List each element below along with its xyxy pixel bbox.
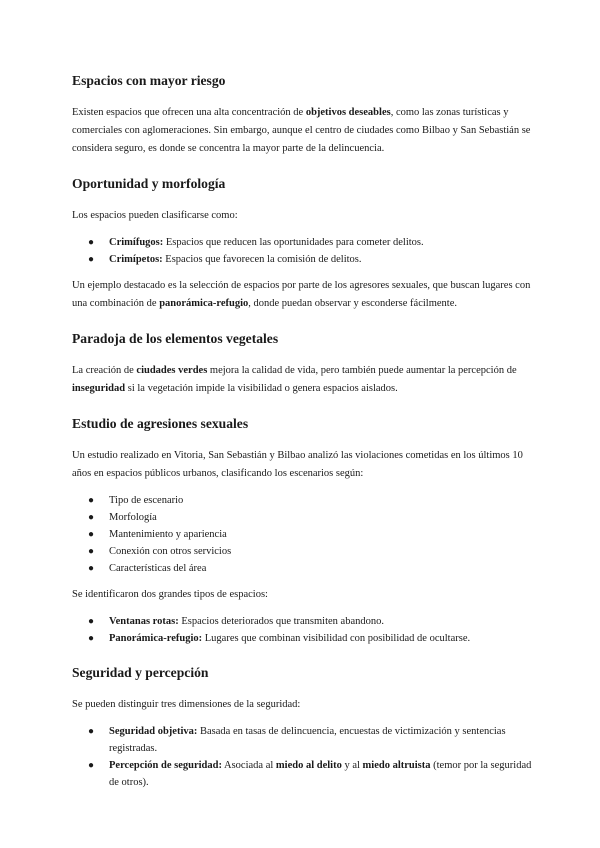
document-content — [72, 72, 532, 791]
list-dimensiones — [72, 723, 532, 791]
bullet-icon: ● — [88, 760, 95, 771]
bullet-icon: ● — [88, 546, 95, 557]
list-escenarios — [72, 492, 532, 577]
list-item: ● Tipo de escenario — [72, 492, 532, 509]
list-item: ● Seguridad objetiva: Basada en tasas de delincuencia, encuestas de victimización y sentencias registradas. — [72, 723, 532, 757]
bullet-icon: ● — [88, 237, 95, 248]
heading-espacios-riesgo: Espacios con mayor riesgo — [72, 73, 226, 88]
list-item: ● Conexión con otros servicios — [72, 543, 532, 560]
list-item: ● Panorámica-refugio: Lugares que combinan visibilidad con posibilidad de ocultarse. — [72, 630, 532, 647]
list-item: ● Mantenimiento y apariencia — [72, 526, 532, 543]
list-crimifugos-crimipetos — [72, 234, 532, 268]
paragraph-estudio-intro: Un estudio realizado en Vitoria, San Sebastián y Bilbao analizó las violaciones cometidas en los últimos 10 años en espacios públicos urbanos, clasificando los escenarios según: — [72, 450, 523, 479]
bullet-icon: ● — [88, 616, 95, 627]
bullet-icon: ● — [88, 495, 95, 506]
heading-seguridad-percepcion: Seguridad y percepción — [72, 665, 209, 680]
paragraph-intro-clasificacion: Los espacios pueden clasificarse como: — [72, 210, 238, 221]
bullet-icon: ● — [88, 512, 95, 523]
list-item: ● Percepción de seguridad: Asociada al miedo al delito y al miedo altruista (temor por la seguridad de otros). — [72, 757, 532, 791]
paragraph-tipos-espacios: Se identificaron dos grandes tipos de espacios: — [72, 589, 268, 600]
heading-paradoja-vegetales: Paradoja de los elementos vegetales — [72, 331, 279, 346]
bullet-icon: ● — [88, 563, 95, 574]
paragraph-panoramica-refugio: Un ejemplo destacado es la selección de espacios por parte de los agresores sexuales, que buscan lugares con una combinación de panorámica-refugio, donde puedan observar y esconderse fácilmente. — [72, 280, 531, 309]
list-item: ● Morfología — [72, 509, 532, 526]
bullet-icon: ● — [88, 726, 95, 737]
list-item: ● Ventanas rotas: Espacios deteriorados que transmiten abandono. — [72, 613, 532, 630]
paragraph-ciudades-verdes: La creación de ciudades verdes mejora la calidad de vida, pero también puede aumentar la percepción de inseguridad si la vegetación impide la visibilidad o genera espacios aislados. — [72, 365, 517, 394]
heading-oportunidad-morfologia: Oportunidad y morfología — [72, 176, 226, 191]
paragraph-dimensiones-seguridad: Se pueden distinguir tres dimensiones de la seguridad: — [72, 699, 301, 710]
bullet-icon: ● — [88, 254, 95, 265]
bullet-icon: ● — [88, 529, 95, 540]
bullet-icon: ● — [88, 633, 95, 644]
heading-estudio-agresiones: Estudio de agresiones sexuales — [72, 416, 249, 431]
paragraph-espacios-riesgo: Existen espacios que ofrecen una alta concentración de objetivos deseables, como las zonas turísticas y comerciales con aglomeraciones. Sin embargo, aunque el centro de ciudades como Bilbao y San Sebastián se considera seguro, es donde se concentra la mayor parte de la delincuencia. — [72, 107, 531, 154]
list-item: ● Características del área — [72, 560, 532, 577]
list-item: ● Crimípetos: Espacios que favorecen la comisión de delitos. — [72, 251, 532, 268]
list-item: ● Crimífugos: Espacios que reducen las oportunidades para cometer delitos. — [72, 234, 532, 251]
list-tipos-espacios — [72, 613, 532, 647]
